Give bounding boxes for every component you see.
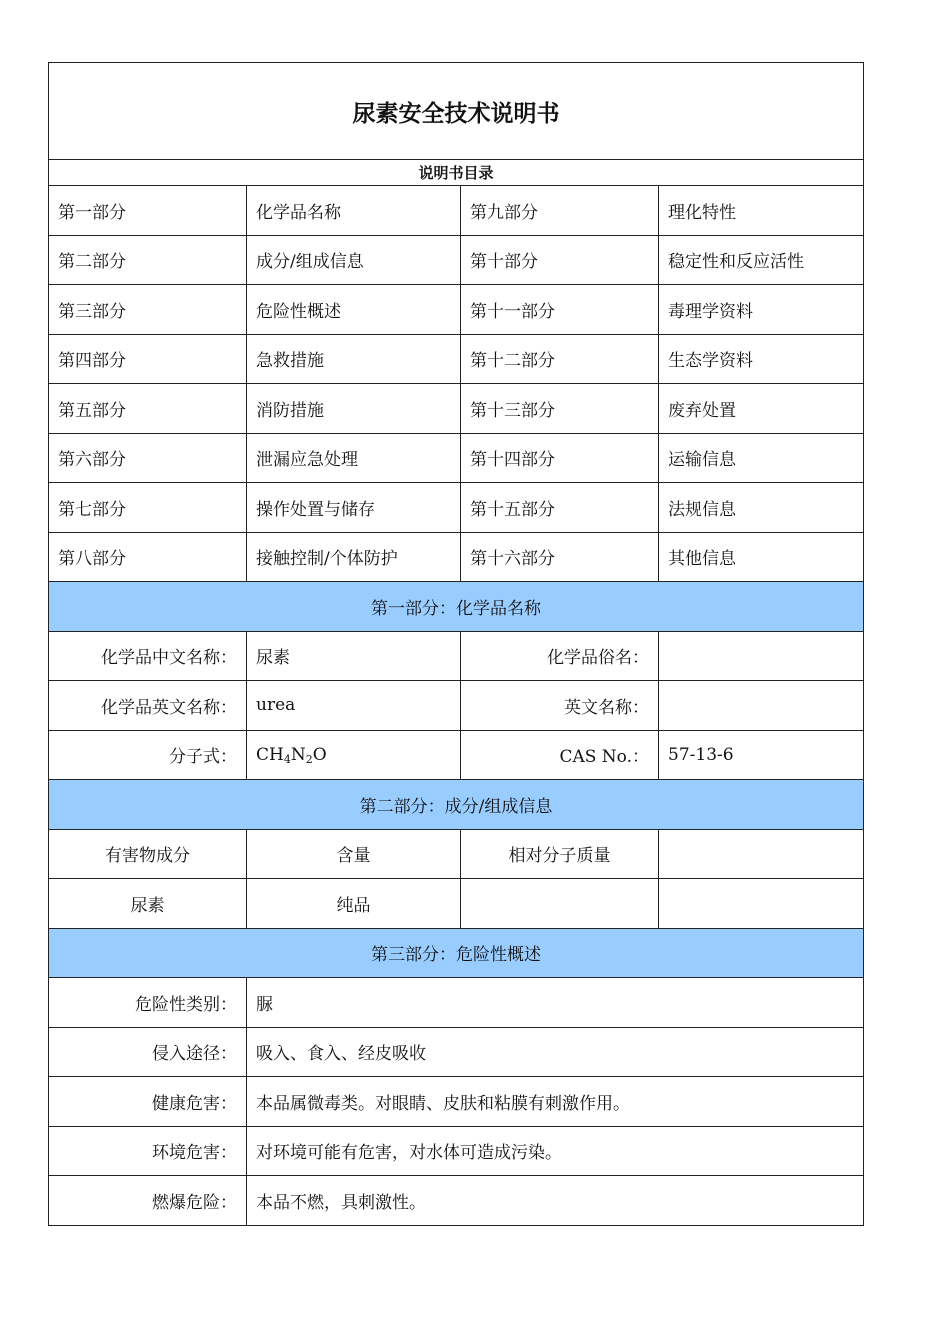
formula-label: 分子式： [49, 730, 247, 780]
cas-value: 57-13-6 [659, 730, 864, 780]
section2-heading: 第二部分：成分/组成信息 [49, 780, 864, 830]
formula-subscript: 2 [305, 752, 313, 766]
toc-name: 法规信息 [659, 483, 864, 533]
en-alias-label: 英文名称： [461, 681, 659, 731]
hazard-row [49, 1176, 864, 1226]
hazard-row [49, 1027, 864, 1077]
toc-heading: 说明书目录 [49, 160, 864, 186]
hazard-value: 脲 [247, 978, 864, 1028]
toc-part: 第十五部分 [461, 483, 659, 533]
toc-name: 操作处置与储存 [247, 483, 461, 533]
formula-part: O [312, 744, 327, 765]
toc-name: 急救措施 [247, 334, 461, 384]
hazard-label: 健康危害： [49, 1077, 247, 1127]
toc-name: 成分/组成信息 [247, 235, 461, 285]
toc-part: 第十三部分 [461, 384, 659, 434]
hazard-value: 本品不燃，具刺激性。 [247, 1176, 864, 1226]
component-name: 尿素 [49, 879, 247, 929]
toc-name: 其他信息 [659, 532, 864, 582]
sds-table [48, 62, 864, 1226]
hazard-label: 侵入途径： [49, 1027, 247, 1077]
toc-name: 理化特性 [659, 186, 864, 236]
hazard-value: 本品属微毒类。对眼睛、皮肤和粘膜有刺激作用。 [247, 1077, 864, 1127]
safety-data-sheet [48, 62, 863, 1226]
cas-label: CAS No.： [461, 730, 659, 780]
toc-name: 接触控制/个体防护 [247, 532, 461, 582]
toc-part: 第一部分 [49, 186, 247, 236]
toc-part: 第二部分 [49, 235, 247, 285]
formula-value [247, 730, 461, 780]
hazard-row [49, 1077, 864, 1127]
toc-part: 第十四部分 [461, 433, 659, 483]
hazard-row [49, 978, 864, 1028]
composition-header-row [49, 829, 864, 879]
toc-name: 化学品名称 [247, 186, 461, 236]
field-row [49, 730, 864, 780]
cn-name-value: 尿素 [247, 631, 461, 681]
hazard-row [49, 1126, 864, 1176]
toc-row [49, 532, 864, 582]
toc-name: 生态学资料 [659, 334, 864, 384]
hazard-label: 危险性类别： [49, 978, 247, 1028]
toc-row [49, 235, 864, 285]
toc-row [49, 483, 864, 533]
toc-part: 第三部分 [49, 285, 247, 335]
toc-part: 第十二部分 [461, 334, 659, 384]
toc-part: 第五部分 [49, 384, 247, 434]
hazard-value: 对环境可能有危害，对水体可造成污染。 [247, 1126, 864, 1176]
formula-part: N [290, 744, 306, 765]
column-header [659, 829, 864, 879]
composition-row [49, 879, 864, 929]
toc-name: 稳定性和反应活性 [659, 235, 864, 285]
toc-row [49, 186, 864, 236]
hazard-label: 环境危害： [49, 1126, 247, 1176]
component-content: 纯品 [247, 879, 461, 929]
column-header: 有害物成分 [49, 829, 247, 879]
cn-name-label: 化学品中文名称： [49, 631, 247, 681]
section1-heading: 第一部分：化学品名称 [49, 582, 864, 632]
en-name-label: 化学品英文名称： [49, 681, 247, 731]
component-mass [461, 879, 659, 929]
toc-name: 危险性概述 [247, 285, 461, 335]
column-header: 相对分子质量 [461, 829, 659, 879]
en-alias-value [659, 681, 864, 731]
column-header: 含量 [247, 829, 461, 879]
toc-part: 第十一部分 [461, 285, 659, 335]
hazard-label: 燃爆危险： [49, 1176, 247, 1226]
component-extra [659, 879, 864, 929]
toc-name: 废弃处置 [659, 384, 864, 434]
document-title: 尿素安全技术说明书 [49, 63, 864, 160]
toc-part: 第九部分 [461, 186, 659, 236]
field-row [49, 681, 864, 731]
toc-part: 第四部分 [49, 334, 247, 384]
toc-part: 第七部分 [49, 483, 247, 533]
common-name-label: 化学品俗名： [461, 631, 659, 681]
toc-part: 第六部分 [49, 433, 247, 483]
toc-row [49, 334, 864, 384]
formula-part: CH [256, 744, 284, 765]
en-name-value: urea [247, 681, 461, 731]
toc-row [49, 285, 864, 335]
toc-name: 毒理学资料 [659, 285, 864, 335]
toc-name: 泄漏应急处理 [247, 433, 461, 483]
formula-subscript: 4 [283, 752, 291, 766]
toc-name: 消防措施 [247, 384, 461, 434]
common-name-value [659, 631, 864, 681]
section3-heading: 第三部分：危险性概述 [49, 928, 864, 978]
field-row [49, 631, 864, 681]
toc-row [49, 384, 864, 434]
toc-name: 运输信息 [659, 433, 864, 483]
toc-row [49, 433, 864, 483]
toc-part: 第八部分 [49, 532, 247, 582]
toc-part: 第十部分 [461, 235, 659, 285]
toc-part: 第十六部分 [461, 532, 659, 582]
hazard-value: 吸入、食入、经皮吸收 [247, 1027, 864, 1077]
